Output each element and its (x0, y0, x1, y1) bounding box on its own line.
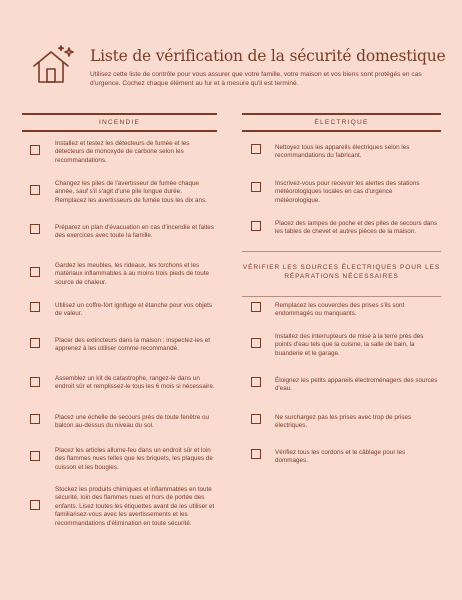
intro-text: Utilisez cette liste de contrôle pour vous assurer que votre famille, votre maison et vos biens sont protégés en cas d'urgence. Cochez chaque élément au fur et à mesure qu'il est terminé. (90, 71, 422, 87)
checkbox[interactable] (251, 377, 261, 387)
house-icon (30, 44, 76, 86)
checkbox[interactable] (251, 414, 261, 424)
item-text: Installez et testez les détecteurs de fumée et les détecteurs de monoxyde de carbone selon les recommandations. (55, 140, 190, 164)
page-title: Liste de vérification de la sécurité domestique (90, 47, 446, 65)
item-text: Gardez les meubles, les rideaux, les torchons et les matériaux inflammables à au moins trois pieds de toute source de chaleur. (55, 262, 210, 286)
checkbox[interactable] (30, 451, 40, 461)
item-text: Placez les articles allume-feu dans un endroit sûr et loin des flammes nues telles que les briquets, les plaques de cuisson et les bougies. (55, 447, 213, 471)
item-text: Inscrivez-vous pour recevoir les alertes des stations météorologiques locales en cas d'urgence météorologique. (275, 180, 420, 204)
checkbox[interactable] (30, 302, 40, 312)
electrical-heading: ÉLECTRIQUE (242, 113, 441, 132)
checkbox[interactable] (30, 145, 40, 155)
checkbox[interactable] (30, 500, 40, 510)
item-text: Utilisez un coffre-fort ignifuge et étanche pour vos objets de valeur. (55, 302, 213, 318)
item-text: Placez des lampes de poche et des piles de secours dans les tables de chevet et autres pièces de la maison. (275, 220, 438, 236)
header (0, 0, 462, 110)
checkbox[interactable] (30, 414, 40, 424)
item-text: Nettoyez tous les appareils électriques selon les recommandations du fabricant. (275, 144, 410, 160)
fire-heading: INCENDIE (22, 113, 217, 132)
fire-column (22, 113, 217, 527)
checkbox[interactable] (30, 377, 40, 387)
item-text: Éloignez les petits appareils électroménagers des sources d'eau. (275, 377, 438, 393)
checkbox[interactable] (251, 182, 261, 192)
item-text: Assemblez un kit de catastrophe, rangez-le dans un endroit sûr et remplissez-le tous les 6 mois si nécessaire. (55, 375, 215, 391)
item-text: Placez une échelle de secours près de toute fenêtre ou balcon au-dessus du niveau du sol. (55, 414, 210, 430)
checkbox[interactable] (30, 267, 40, 277)
checkbox[interactable] (251, 144, 261, 154)
electrical-column (242, 113, 441, 465)
checkbox[interactable] (251, 338, 261, 348)
item-text: Ne surchargez pas les prises avec trop de prises électriques. (275, 414, 412, 430)
checkbox[interactable] (251, 221, 261, 231)
checkbox[interactable] (30, 185, 40, 195)
checkbox[interactable] (30, 338, 40, 348)
electrical-subheading: VÉRIFIER LES SOURCES ÉLECTRIQUES POUR LES RÉPARATIONS NÉCESSAIRES (242, 251, 441, 297)
item-text: Vérifiez tous les cordons et le câblage pour les dommages. (275, 449, 406, 465)
item-text: Placer des extincteurs dans la maison ; inspectez-les et apprenez à les utiliser comme recommandé. (55, 337, 211, 353)
item-text: Installez des interrupteurs de mise à la terre près des points d'eau tels que la cuisine, la salle de bain, la buanderie et le garage. (275, 333, 424, 357)
item-text: Stockez les produits chimiques et inflammables en toute sécurité, loin des flammes nues et hors de portée des enfants. Lisez toutes les étiquettes avant de les utiliser et familiarisez-vous avec les avertissements et les recommandations d'élimination en toute sécurité. (55, 486, 215, 527)
item-text: Remplacez les couvercles des prises s'ils sont endommagés ou manquants. (275, 302, 405, 318)
checkbox[interactable] (30, 224, 40, 234)
item-text: Préparez un plan d'évacuation en cas d'incendie et faites des exercices avec toute la famille. (55, 224, 214, 240)
checkbox[interactable] (251, 449, 261, 459)
checkbox[interactable] (251, 302, 261, 312)
item-text: Changez les piles de l'avertisseur de fumée chaque année, sauf s'il s'agit d'une pile longue durée. Remplacez les avertisseurs de fumée tous les dix ans. (55, 180, 207, 204)
